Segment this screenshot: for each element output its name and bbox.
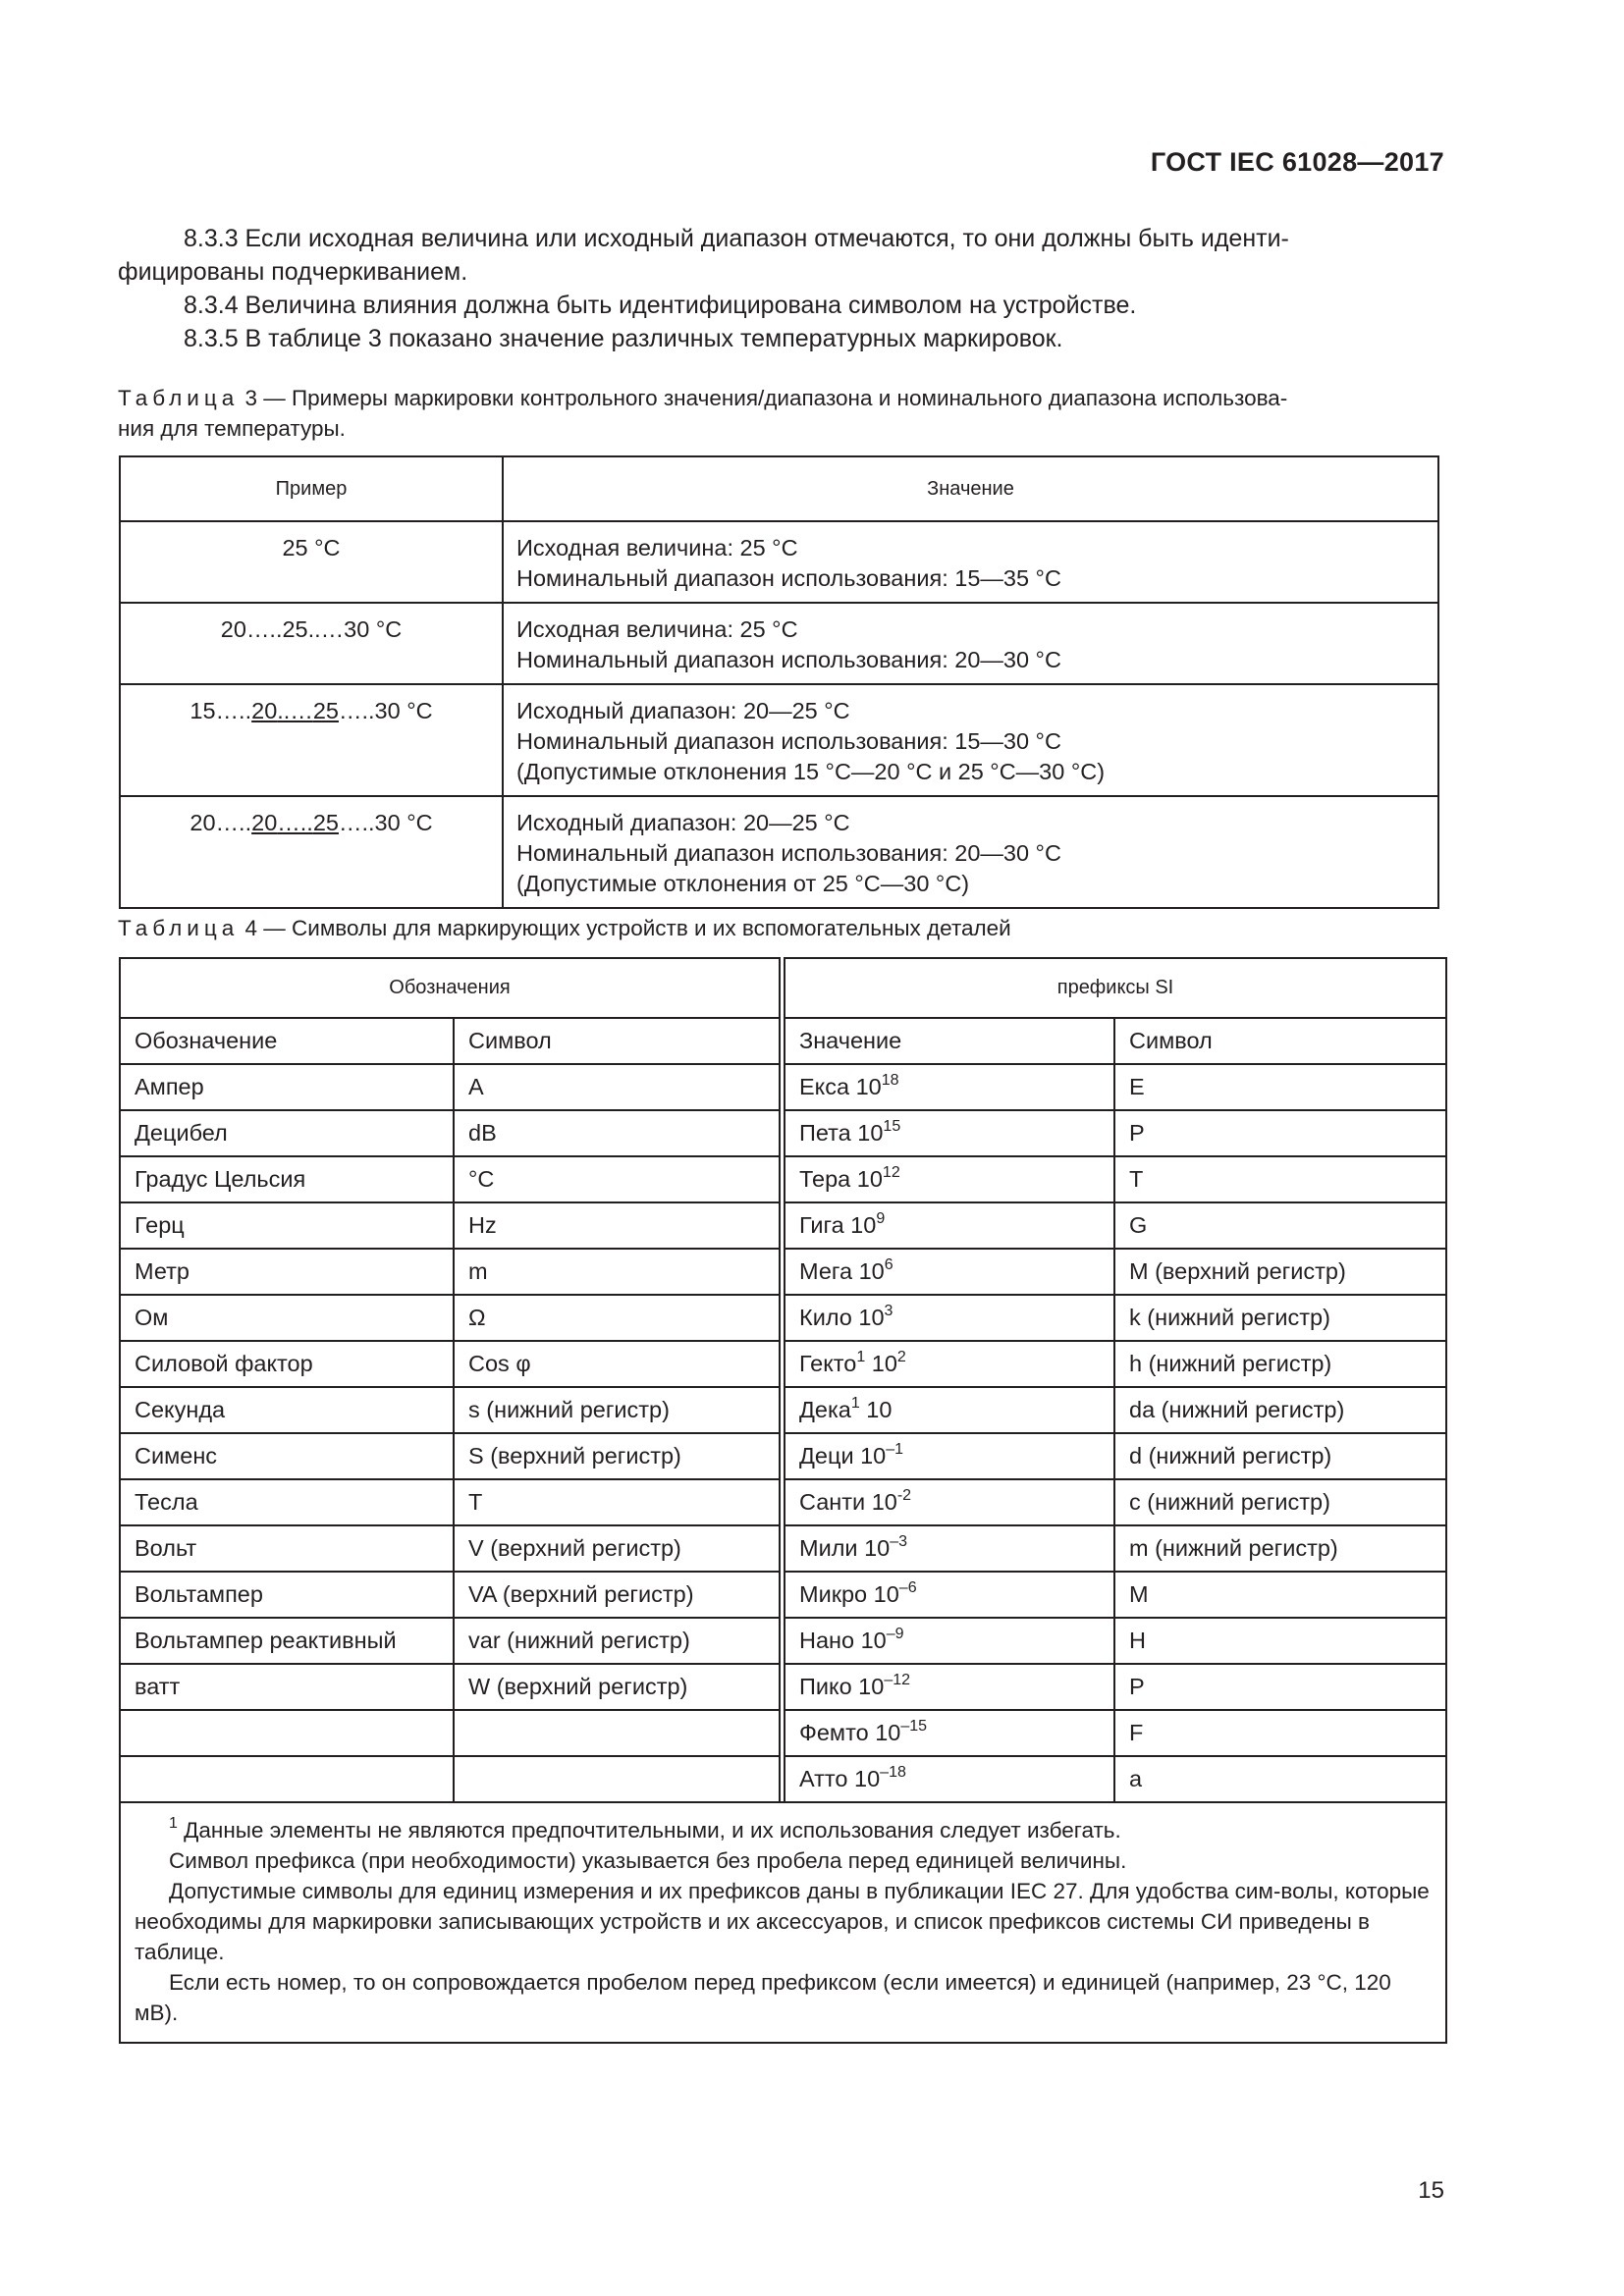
prefix-superscript: –12 [884,1672,911,1688]
designation-cell: Метр [120,1249,454,1295]
value-cell [503,521,1438,603]
table-notes [120,1802,1446,2043]
example-cell [120,603,503,684]
prefix-superscript: 6 [884,1256,893,1273]
prefix-text: Атто 10 [799,1766,881,1791]
prefix-text: Пета 10 [799,1120,884,1146]
value-line: Номинальный диапазон использования: 15—35 °C [516,565,1061,591]
value-line: Номинальный диапазон использования: 20—30 °C [516,647,1061,672]
footnote [135,1815,1432,1845]
prefix-text: Гига 10 [799,1212,877,1238]
table-row [120,521,1438,603]
prefix-cell [785,1664,1114,1710]
example-underlined: 20 [251,698,278,723]
prefix-superscript: –3 [890,1533,908,1550]
note: Допустимые символы для единиц измерения и их префиксов даны в публикации IEC 27. Для удобства сим-волы, которые необходимы для маркировки записывающих устройств и их аксессуаров, и список префиксов системы СИ приведены в таблице. [135,1879,1430,1964]
example-cell [120,796,503,908]
table-row [120,1295,1446,1341]
prefix-symbol-cell: T [1114,1156,1446,1202]
designation-cell: Ампер [120,1064,454,1110]
designation-cell: Децибел [120,1110,454,1156]
table3-caption [118,383,1443,444]
prefix-symbol-cell: c (нижний регистр) [1114,1479,1446,1525]
table-row [120,1249,1446,1295]
prefix-symbol-cell: P [1114,1664,1446,1710]
example-underlined: ..… [277,698,313,723]
note: Если есть номер, то он сопровождается пробелом перед префиксом (если имеется) и единицей (например, 23 °C, 120 мВ). [135,1970,1391,2025]
prefix-symbol-cell: d (нижний регистр) [1114,1433,1446,1479]
value-cell [503,796,1438,908]
prefix-text: Пико 10 [799,1674,885,1699]
prefix-superscript: –9 [886,1626,904,1642]
prefix-superscript: -2 [896,1487,912,1504]
prefix-cell [785,1387,1114,1433]
symbol-cell: Hz [454,1202,780,1249]
table-row [120,1202,1446,1249]
prefix-superscript: 9 [876,1210,886,1227]
prefix-cell [785,1249,1114,1295]
prefix-superscript: 12 [882,1164,900,1181]
designation-cell: Силовой фактор [120,1341,454,1387]
prefix-cell [785,1341,1114,1387]
value-line: Исходный диапазон: 20—25 °C [516,810,850,835]
symbol-cell: Cos φ [454,1341,780,1387]
column-header-value: Значение [503,456,1438,521]
prefix-text: Нано 10 [799,1628,887,1653]
paragraph-text: фицированы подчеркиванием. [118,258,468,286]
prefix-cell [785,1295,1114,1341]
symbol-cell: Ω [454,1295,780,1341]
prefix-superscript: 2 [896,1349,906,1365]
value-line: (Допустимые отклонения 15 °C—20 °C и 25 °C—30 °C) [516,759,1106,784]
designation-cell: ватт [120,1664,454,1710]
column-header-symbol: Символ [454,1018,780,1064]
table4 [119,957,1447,2044]
designation-cell: Сименс [120,1433,454,1479]
paragraph-8-3-4 [118,289,1443,322]
prefix-cell [785,1156,1114,1202]
table4-body [120,1064,1446,1802]
prefix-symbol-cell: M (верхний регистр) [1114,1249,1446,1295]
symbol-cell: VA (верхний регистр) [454,1572,780,1618]
prefix-text: 10 [865,1351,897,1376]
value-cell [503,684,1438,796]
table-row [120,684,1438,796]
table-row [120,1572,1446,1618]
caption-label: Таблица [118,386,240,410]
column-header-example: Пример [120,456,503,521]
example-text: 15….. [189,698,252,723]
prefix-superscript: 18 [881,1072,899,1089]
table-row [120,1433,1446,1479]
table-row [120,1525,1446,1572]
value-line: Исходная величина: 25 °C [516,616,798,642]
designation-cell: Тесла [120,1479,454,1525]
example-underlined: 20 [251,810,278,835]
prefix-text: Дека [799,1397,851,1422]
prefix-symbol-cell: da (нижний регистр) [1114,1387,1446,1433]
notes-row [120,1802,1446,2043]
symbol-cell: T [454,1479,780,1525]
designation-cell: Герц [120,1202,454,1249]
symbol-cell [454,1710,780,1756]
group-header-designations: Обозначения [120,958,780,1018]
table-row [120,1710,1446,1756]
prefix-cell [785,1110,1114,1156]
prefix-cell [785,1064,1114,1110]
prefix-text: Деци 10 [799,1443,887,1468]
table-row [120,1341,1446,1387]
value-line: Исходный диапазон: 20—25 °C [516,698,850,723]
prefix-text: Мили 10 [799,1535,891,1561]
prefix-symbol-cell: G [1114,1202,1446,1249]
table-row [120,1156,1446,1202]
prefix-superscript: 1 [856,1349,866,1365]
paragraph-8-3-5 [118,322,1443,355]
prefix-superscript: –15 [900,1718,928,1735]
footnote-mark: 1 [169,1815,178,1832]
designation-cell: Секунда [120,1387,454,1433]
value-line: (Допустимые отклонения от 25 °C—30 °C) [516,871,970,896]
prefix-superscript: –18 [880,1764,906,1781]
prefix-symbol-cell: M [1114,1572,1446,1618]
prefix-text: 10 [859,1397,893,1422]
note: Символ префикса (при необходимости) указывается без пробела перед единицей величины. [169,1848,1127,1873]
column-header-designation: Обозначение [120,1018,454,1064]
page-number: 15 [1418,2177,1444,2204]
column-header-meaning: Значение [785,1018,1114,1064]
column-header-row [120,1018,1446,1064]
prefix-symbol-cell: F [1114,1710,1446,1756]
symbol-cell: m [454,1249,780,1295]
table-row [120,1664,1446,1710]
example-cell [120,684,503,796]
value-cell [503,603,1438,684]
paragraph-text: 8.3.3 Если исходная величина или исходный диапазон отмечаются, то они должны быть иденти- [184,225,1289,252]
symbol-cell: W (верхний регистр) [454,1664,780,1710]
prefix-superscript: 3 [884,1303,893,1319]
prefix-cell [785,1572,1114,1618]
prefix-symbol-cell: h (нижний регистр) [1114,1341,1446,1387]
table-row [120,1110,1446,1156]
table-row [120,1064,1446,1110]
table4-caption [118,913,1443,943]
prefix-symbol-cell: E [1114,1064,1446,1110]
prefix-text: Санти 10 [799,1489,897,1515]
prefix-text: Тера 10 [799,1166,883,1192]
example-cell [120,521,503,603]
symbol-cell: dB [454,1110,780,1156]
prefix-cell [785,1756,1114,1802]
prefix-symbol-cell: m (нижний регистр) [1114,1525,1446,1572]
designation-cell [120,1756,454,1802]
designation-cell: Вольтампер реактивный [120,1618,454,1664]
prefix-text: Мега 10 [799,1258,885,1284]
document-code: ГОСТ IEC 61028—2017 [1150,147,1444,177]
prefix-cell [785,1202,1114,1249]
prefix-cell [785,1710,1114,1756]
designation-cell: Вольтампер [120,1572,454,1618]
symbol-cell: S (верхний регистр) [454,1433,780,1479]
example-text: …..30 °C [338,698,433,723]
symbol-cell: s (нижний регистр) [454,1387,780,1433]
prefix-superscript: –1 [886,1441,904,1458]
prefix-cell [785,1525,1114,1572]
table-row [120,603,1438,684]
note-text: Данные элементы не являются предпочтительными, и их использования следует избегать. [177,1818,1121,1842]
example-text: …..30 °C [338,810,433,835]
prefix-text: Микро 10 [799,1581,899,1607]
prefix-text: Екса 10 [799,1074,882,1099]
value-line: Исходная величина: 25 °C [516,535,798,561]
paragraph-8-3-3 [118,222,1443,289]
paragraph-text: 8.3.5 В таблице 3 показано значение различных температурных маркировок. [184,325,1063,352]
group-header-si-prefixes: префиксы SI [785,958,1446,1018]
table-row [120,1387,1446,1433]
table-row [120,1618,1446,1664]
symbol-cell: V (верхний регистр) [454,1525,780,1572]
prefix-symbol-cell: a [1114,1756,1446,1802]
symbol-cell: °C [454,1156,780,1202]
example-text: 25 °C [282,535,341,561]
prefix-cell [785,1618,1114,1664]
prefix-text: Фемто 10 [799,1720,901,1745]
paragraph-text: 8.3.4 Величина влияния должна быть идентифицирована символом на устройстве. [184,292,1137,319]
example-underlined: 25 [312,810,339,835]
symbol-cell [454,1756,780,1802]
prefix-symbol-cell: P [1114,1110,1446,1156]
caption-text: ния для температуры. [118,416,346,441]
designation-cell [120,1710,454,1756]
caption-text: 3 — Примеры маркировки контрольного значения/диапазона и номинального диапазона использова- [239,386,1288,410]
caption-label: Таблица [118,916,240,940]
table-row [120,796,1438,908]
designation-cell: Градус Цельсия [120,1156,454,1202]
table3 [119,455,1439,909]
prefix-text: Кило 10 [799,1305,885,1330]
prefix-symbol-cell: k (нижний регистр) [1114,1295,1446,1341]
prefix-symbol-cell: H [1114,1618,1446,1664]
value-line: Номинальный диапазон использования: 15—30 °C [516,728,1061,754]
value-line: Номинальный диапазон использования: 20—30 °C [516,840,1061,866]
caption-text: 4 — Символы для маркирующих устройств и их вспомогательных деталей [239,916,1011,940]
prefix-superscript: 1 [850,1395,860,1412]
group-header-row [120,958,1446,1018]
prefix-text: Гекто [799,1351,857,1376]
designation-cell: Ом [120,1295,454,1341]
example-underlined: 25 [312,698,339,723]
prefix-cell [785,1479,1114,1525]
prefix-superscript: 15 [883,1118,901,1135]
column-header-prefix-symbol: Символ [1114,1018,1446,1064]
table-header-row [120,456,1438,521]
designation-cell: Вольт [120,1525,454,1572]
example-underlined: ….. [277,810,313,835]
example-text: 20…..25..…30 °C [220,616,403,642]
table-row [120,1756,1446,1802]
symbol-cell: var (нижний регистр) [454,1618,780,1664]
prefix-superscript: –6 [898,1579,917,1596]
table-row [120,1479,1446,1525]
example-text: 20….. [189,810,252,835]
symbol-cell: A [454,1064,780,1110]
prefix-cell [785,1433,1114,1479]
